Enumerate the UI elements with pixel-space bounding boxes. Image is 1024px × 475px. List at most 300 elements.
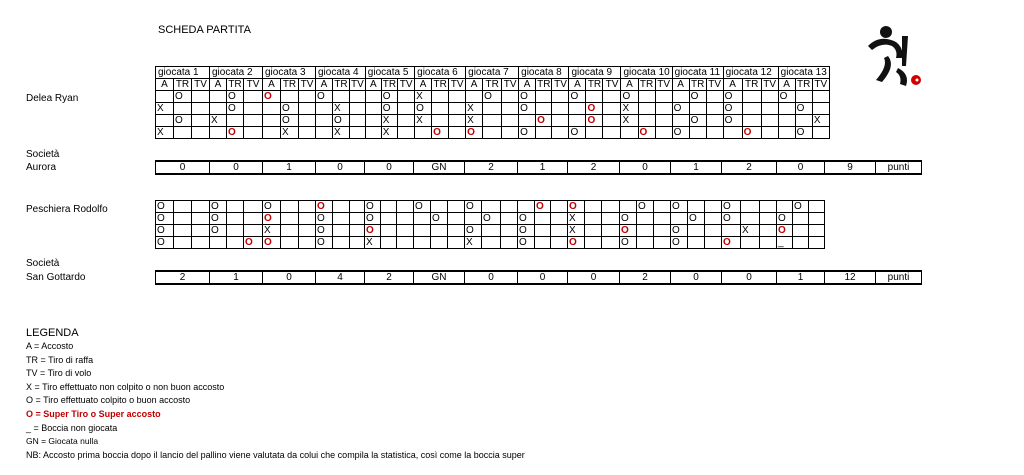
shot-type-header: TR	[433, 79, 447, 90]
shot-cell	[655, 91, 672, 103]
shot-cell	[655, 127, 672, 139]
shot-cell	[722, 225, 741, 237]
table-row	[156, 237, 825, 249]
shot-cell: O	[518, 225, 535, 237]
shot-cell	[706, 127, 723, 139]
table-row	[156, 213, 825, 225]
shot-cell: O	[671, 237, 688, 249]
legend-nb: NB: Accosto prima boccia dopo il lancio del pallino viene valutata da colui che compila la statistica, così come la boccia super	[26, 449, 525, 460]
shot-cell	[654, 201, 671, 213]
shot-cell	[227, 213, 244, 225]
shot-cell	[397, 201, 414, 213]
shot-cell	[244, 115, 263, 127]
shot-cell: X	[415, 115, 432, 127]
shot-cell	[568, 237, 585, 249]
shot-cell	[244, 103, 263, 115]
shot-cell	[414, 237, 431, 249]
shot-cell	[333, 213, 350, 225]
giocata-score: 0	[568, 271, 620, 284]
shot-cell	[741, 213, 760, 225]
shot-cell: O	[431, 213, 448, 225]
shot-cell: O	[671, 225, 688, 237]
shot-cell: X	[568, 213, 585, 225]
shot-cell	[761, 115, 778, 127]
shot-type-header: TV	[502, 79, 519, 91]
shot-cell	[227, 127, 244, 139]
total-score: 9	[825, 161, 876, 174]
page-title: SCHEDA PARTITA	[158, 24, 251, 36]
shot-cell	[706, 103, 723, 115]
shot-cell	[552, 115, 569, 127]
shot-cell	[431, 237, 448, 249]
super-shot-mark: O	[536, 201, 544, 212]
shot-cell	[638, 91, 655, 103]
shot-cell: O	[381, 91, 397, 103]
shot-cell	[263, 115, 281, 127]
shot-cell	[448, 237, 465, 249]
shot-cell	[705, 237, 722, 249]
shot-type-header: TR	[690, 79, 705, 90]
super-shot-mark: O	[264, 237, 272, 248]
shot-cell	[536, 103, 552, 115]
legend-item: TR = Tiro di raffa	[26, 354, 94, 365]
shot-cell: O	[795, 127, 812, 139]
shot-cell: O	[156, 201, 174, 213]
shot-cell	[449, 115, 466, 127]
shot-cell	[603, 91, 621, 103]
shot-cell	[603, 103, 621, 115]
shot-type-header: A	[263, 79, 281, 91]
shot-cell: O	[365, 213, 381, 225]
super-shot-mark: O	[467, 127, 475, 138]
shot-cell	[535, 201, 551, 213]
shot-cell	[501, 225, 518, 237]
shot-cell	[793, 213, 809, 225]
shot-type-header: TV	[761, 79, 778, 91]
shot-cell	[192, 213, 210, 225]
shot-cell	[637, 213, 654, 225]
giocata-header: giocata 8	[519, 67, 569, 79]
shot-cell	[449, 127, 466, 139]
shot-cell	[398, 127, 415, 139]
giocata-score: 2	[156, 271, 210, 284]
shot-cell	[689, 127, 706, 139]
shot-type-header: A	[415, 79, 432, 91]
shot-cell	[210, 237, 227, 249]
shot-cell	[602, 201, 620, 213]
societa-label-2: Società	[26, 258, 60, 269]
shot-cell	[483, 115, 502, 127]
shot-cell	[689, 103, 706, 115]
shot-type-header: TV	[655, 79, 672, 91]
super-shot-mark: O	[621, 225, 629, 236]
shot-cell	[602, 213, 620, 225]
score-summary-1	[155, 160, 922, 175]
shot-cell	[778, 127, 795, 139]
giocata-score: 2	[568, 161, 620, 174]
shot-cell	[398, 91, 415, 103]
shot-cell: O	[316, 225, 333, 237]
legend-item: A = Accosto	[26, 341, 74, 351]
giocata-score: 2	[620, 271, 671, 284]
shot-cell	[431, 225, 448, 237]
shot-cell	[281, 91, 299, 103]
shot-type-header: TR	[334, 79, 348, 90]
punti-label: punti	[876, 271, 922, 284]
shot-cell	[706, 115, 723, 127]
shot-cell	[812, 127, 829, 139]
shot-cell	[672, 115, 689, 127]
giocata-score: 1	[671, 161, 722, 174]
shot-cell	[760, 201, 777, 213]
shot-cell	[536, 91, 552, 103]
shot-cell	[502, 127, 519, 139]
shot-cell	[263, 103, 281, 115]
score-grid-2	[155, 200, 825, 249]
shot-type-header: TV	[244, 79, 263, 91]
shot-cell	[244, 201, 263, 213]
shot-cell	[761, 91, 778, 103]
shot-cell	[795, 115, 812, 127]
shot-cell	[760, 225, 777, 237]
shot-cell	[760, 213, 777, 225]
super-shot-mark: O	[569, 201, 577, 212]
shot-cell: O	[518, 213, 535, 225]
shot-cell: O	[227, 103, 244, 115]
shot-cell	[281, 237, 299, 249]
shot-cell: O	[316, 237, 333, 249]
giocata-score: 0	[365, 161, 414, 174]
shot-cell	[602, 237, 620, 249]
shot-cell	[586, 91, 603, 103]
shot-cell	[620, 201, 637, 213]
shot-cell	[812, 91, 829, 103]
shot-cell	[778, 115, 795, 127]
super-shot-mark: O	[723, 237, 731, 248]
shot-type-header: A	[316, 79, 333, 91]
shot-cell: O	[621, 91, 638, 103]
shot-cell	[333, 201, 350, 213]
shot-cell	[397, 213, 414, 225]
table-row	[156, 103, 830, 115]
shot-type-header: A	[672, 79, 689, 91]
shot-cell	[502, 103, 519, 115]
shot-cell	[350, 237, 365, 249]
shot-cell	[365, 127, 381, 139]
shot-cell: X	[333, 103, 350, 115]
shot-cell	[350, 115, 366, 127]
shot-cell: O	[227, 91, 244, 103]
legend-super: O = Super Tiro o Super accosto	[26, 408, 161, 419]
shot-type-header: TR	[174, 79, 192, 91]
shot-cell	[535, 237, 551, 249]
shot-type-header: TV	[351, 79, 364, 90]
super-shot-mark: O	[743, 127, 752, 138]
shot-type-header: TV	[449, 79, 466, 91]
shot-cell	[449, 103, 466, 115]
shot-cell	[192, 127, 210, 139]
shot-cell	[671, 213, 688, 225]
giocata-score: 0	[620, 161, 671, 174]
shot-cell	[333, 237, 350, 249]
shot-cell	[722, 237, 741, 249]
shot-cell: O	[465, 225, 482, 237]
shot-cell	[244, 91, 263, 103]
shot-cell: _	[777, 237, 793, 249]
shot-cell: O	[688, 213, 705, 225]
giocata-score: 1	[263, 161, 316, 174]
societa-name-2: San Gottardo	[26, 272, 86, 283]
shot-cell	[536, 127, 552, 139]
table-row	[156, 127, 830, 139]
shot-cell	[299, 103, 316, 115]
score-summary-2	[155, 270, 922, 285]
shot-cell	[502, 91, 519, 103]
shot-cell: X	[568, 225, 585, 237]
shot-cell	[706, 91, 723, 103]
shot-cell: O	[381, 103, 397, 115]
shot-type-header: A	[723, 79, 742, 91]
shot-cell	[536, 115, 552, 127]
shot-cell	[482, 201, 501, 213]
shot-cell: O	[672, 103, 689, 115]
shot-cell	[760, 237, 777, 249]
shot-cell	[551, 213, 568, 225]
shot-cell: X	[156, 103, 174, 115]
shot-type-header: TR	[797, 79, 811, 90]
shot-cell	[333, 91, 350, 103]
shot-cell: X	[465, 237, 482, 249]
shot-type-header: TR	[742, 79, 761, 91]
shot-cell	[809, 201, 825, 213]
shot-cell: O	[465, 201, 482, 213]
shot-cell	[227, 115, 244, 127]
shot-cell: O	[671, 201, 688, 213]
shot-cell	[431, 201, 448, 213]
shot-cell	[398, 103, 415, 115]
shot-cell	[502, 115, 519, 127]
shot-cell: X	[621, 115, 638, 127]
societa-name-1: Aurora	[26, 162, 57, 173]
shot-type-header: A	[466, 79, 483, 91]
giocata-score: 0	[316, 161, 365, 174]
shot-cell: O	[519, 127, 536, 139]
shot-cell	[586, 103, 603, 115]
shot-cell	[263, 127, 281, 139]
shot-cell	[552, 103, 569, 115]
shot-cell	[192, 91, 210, 103]
shot-cell	[365, 225, 381, 237]
giocata-score: 2	[722, 161, 777, 174]
shot-cell: O	[519, 103, 536, 115]
shot-cell	[227, 225, 244, 237]
shot-type-header: TV	[603, 79, 621, 91]
shot-cell	[552, 127, 569, 139]
giocata-score: 4	[316, 271, 365, 284]
shot-cell	[174, 213, 192, 225]
shot-type-header: TR	[587, 79, 602, 90]
shot-cell: X	[263, 225, 281, 237]
giocata-header: giocata 4	[316, 67, 366, 79]
legend	[26, 327, 525, 462]
shot-cell	[316, 201, 333, 213]
shot-cell	[585, 225, 602, 237]
giocata-score: 0	[210, 161, 263, 174]
shot-cell	[501, 237, 518, 249]
shot-cell: X	[156, 127, 174, 139]
shot-cell	[518, 201, 535, 213]
shot-cell	[381, 225, 397, 237]
legend-boccia: _ = Boccia non giocata	[26, 422, 118, 433]
shot-cell	[414, 213, 431, 225]
shot-type-header: A	[210, 79, 227, 91]
shot-cell	[482, 237, 501, 249]
shot-cell: O	[723, 115, 742, 127]
shot-cell	[741, 201, 760, 213]
shot-type-header: TR	[382, 79, 397, 90]
shot-cell	[263, 213, 281, 225]
shot-cell: O	[281, 115, 299, 127]
super-shot-mark: O	[569, 237, 577, 248]
shot-cell: O	[174, 115, 192, 127]
table-row	[156, 201, 825, 213]
giocata-score: 0	[156, 161, 210, 174]
shot-cell	[742, 91, 761, 103]
shot-cell: X	[381, 127, 397, 139]
shot-cell	[466, 91, 483, 103]
shot-cell	[415, 127, 432, 139]
shot-cell	[156, 91, 174, 103]
super-shot-mark: O	[366, 225, 374, 236]
shot-cell: O	[519, 91, 536, 103]
shot-cell	[585, 213, 602, 225]
shot-cell: O	[210, 225, 227, 237]
shot-cell	[603, 115, 621, 127]
score-grid-1	[155, 66, 830, 139]
shot-cell	[365, 91, 381, 103]
shot-cell	[688, 201, 705, 213]
shot-cell	[466, 127, 483, 139]
shot-type-header: TV	[398, 79, 415, 91]
shot-cell	[210, 91, 227, 103]
shot-cell	[192, 225, 210, 237]
shot-cell	[263, 91, 281, 103]
shot-cell	[585, 237, 602, 249]
shot-cell	[705, 201, 722, 213]
shot-cell	[482, 225, 501, 237]
giocata-score: 0	[722, 271, 777, 284]
shot-cell: O	[316, 91, 333, 103]
shot-cell	[793, 225, 809, 237]
shot-cell	[705, 225, 722, 237]
shot-cell	[350, 91, 366, 103]
shot-type-header: A	[156, 79, 174, 91]
shot-cell	[655, 115, 672, 127]
total-score: 12	[825, 271, 876, 284]
super-shot-mark: O	[264, 91, 272, 102]
shot-cell	[316, 103, 333, 115]
shot-cell	[299, 115, 316, 127]
shot-cell: O	[156, 213, 174, 225]
shot-cell: O	[156, 237, 174, 249]
shot-cell: O	[689, 91, 706, 103]
shot-cell	[299, 213, 316, 225]
shot-type-header: A	[569, 79, 586, 91]
shot-cell	[535, 213, 551, 225]
giocata-score: 0	[518, 271, 568, 284]
shot-cell	[654, 225, 671, 237]
shot-cell	[483, 103, 502, 115]
shot-type-header: TR	[639, 79, 654, 90]
giocata-header: giocata 6	[415, 67, 466, 79]
shot-cell	[809, 237, 825, 249]
shot-type-header: TV	[299, 79, 316, 91]
shot-cell	[672, 91, 689, 103]
giocata-score: 2	[365, 271, 414, 284]
shot-cell: X	[381, 115, 397, 127]
shot-cell	[761, 127, 778, 139]
shot-cell: O	[777, 213, 793, 225]
shot-cell: O	[263, 201, 281, 213]
giocata-score: 1	[210, 271, 263, 284]
shot-cell	[350, 127, 366, 139]
super-shot-mark: O	[587, 115, 596, 126]
super-shot-mark: O	[639, 127, 648, 138]
giocata-score: 0	[465, 271, 518, 284]
shot-type-header: TR	[483, 79, 502, 91]
shot-cell	[568, 201, 585, 213]
shot-cell	[688, 237, 705, 249]
shot-cell	[448, 213, 465, 225]
shot-cell	[350, 225, 365, 237]
shot-cell: O	[672, 127, 689, 139]
shot-cell: O	[723, 91, 742, 103]
shot-type-header: A	[365, 79, 381, 91]
shot-cell	[281, 201, 299, 213]
shot-cell	[620, 225, 637, 237]
shot-cell: O	[316, 213, 333, 225]
punti-label: punti	[876, 161, 922, 174]
legend-item: X = Tiro effettuato non colpito o non buon accosto	[26, 381, 225, 392]
shot-cell	[705, 213, 722, 225]
super-shot-mark: O	[433, 127, 441, 138]
giocata-header: giocata 9	[569, 67, 621, 79]
giocata-score: 0	[777, 161, 825, 174]
table-row	[156, 91, 830, 103]
shot-cell	[688, 225, 705, 237]
shot-cell	[381, 213, 397, 225]
shot-cell	[397, 225, 414, 237]
shot-cell	[519, 115, 536, 127]
table-row	[156, 115, 830, 127]
giocata-header: giocata 10	[621, 67, 672, 79]
shot-cell	[210, 127, 227, 139]
shot-cell	[192, 103, 210, 115]
bocce-player-icon	[862, 22, 934, 94]
shot-cell: O	[156, 225, 174, 237]
shot-type-header: TR	[537, 79, 551, 90]
shot-type-header: TV	[812, 79, 829, 91]
shot-cell: X	[466, 115, 483, 127]
shot-cell	[551, 201, 568, 213]
shot-cell	[603, 127, 621, 139]
shot-cell	[448, 225, 465, 237]
shot-cell	[637, 237, 654, 249]
shot-cell	[432, 115, 449, 127]
shot-cell	[299, 91, 316, 103]
shot-cell	[654, 213, 671, 225]
shot-cell	[569, 115, 586, 127]
